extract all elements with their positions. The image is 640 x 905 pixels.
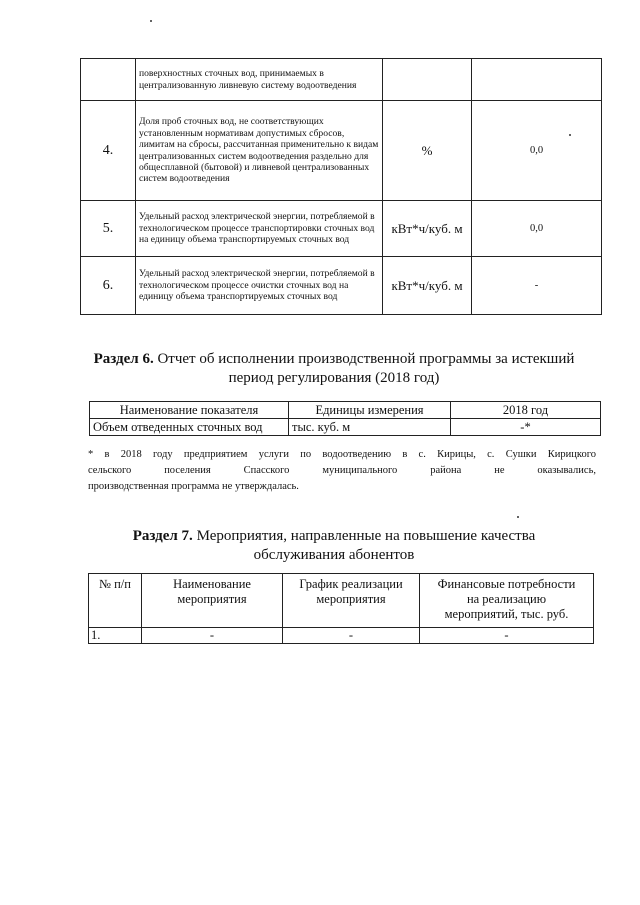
footnote-line3: производственная программа не утверждалась. xyxy=(88,481,299,492)
indicator-value: 0,0 xyxy=(472,201,602,257)
header-measure-name-line1: Наименование xyxy=(173,577,251,591)
indicator-value xyxy=(472,59,602,101)
indicator-value: - xyxy=(472,257,602,315)
row-number xyxy=(81,59,136,101)
header-measure-name-line2: мероприятия xyxy=(177,592,247,606)
measures-table xyxy=(88,573,594,644)
header-units: Единицы измерения xyxy=(289,402,451,419)
header-number-text: № п/п xyxy=(99,577,131,591)
measure-number: 1. xyxy=(89,628,142,644)
header-schedule-line2: мероприятия xyxy=(316,592,386,606)
table-row xyxy=(90,419,601,436)
indicators-table xyxy=(80,58,602,315)
header-schedule-line1: График реализации xyxy=(299,577,403,591)
table-header-row xyxy=(90,402,601,419)
footnote-line1: * в 2018 году предприятием услуги по водоотведению в с. Кирицы, с. Сушки Кирицкого xyxy=(88,449,596,460)
scan-speck xyxy=(517,516,519,518)
indicator-unit: кВт*ч/куб. м xyxy=(383,257,472,315)
indicator-description: Удельный расход электрической энергии, потребляемой в технологическом процессе транспортировки сточных вод на единицу объема транспортируемых сточных вод xyxy=(136,201,383,257)
header-financial-line3: мероприятий, тыс. руб. xyxy=(444,607,569,621)
indicator-description: Удельный расход электрической энергии, потребляемой в технологическом процессе очистки сточных вод на единицу объема транспортируемых сточных вод xyxy=(136,257,383,315)
section-6-title-line1: Отчет об исполнении производственной программы за истекший xyxy=(157,351,575,367)
footnote xyxy=(88,447,596,495)
scan-speck xyxy=(569,134,571,136)
table-row xyxy=(81,257,602,315)
row-number: 4. xyxy=(81,101,136,201)
footnote-line2: сельского поселения Спасского муниципального района не оказывались, xyxy=(88,465,596,476)
indicator-description: Доля проб сточных вод, не соответствующих установленным нормативам допустимых сбросов, лимитам на сбросы, рассчитанная применительно к видам централизованных систем водоотведения раздельно для общесплавной (бытовой) и ливневой централизованных систем водоотведения xyxy=(136,101,383,201)
scan-speck xyxy=(150,20,152,22)
indicator-units: тыс. куб. м xyxy=(289,419,451,436)
program-report-table xyxy=(89,401,601,436)
indicator-unit xyxy=(383,59,472,101)
header-number xyxy=(89,574,142,628)
indicator-name: Объем отведенных сточных вод xyxy=(90,419,289,436)
header-financial-line1: Финансовые потребности xyxy=(437,577,576,591)
row-number: 6. xyxy=(81,257,136,315)
table-row xyxy=(81,101,602,201)
measure-name: - xyxy=(142,628,283,644)
header-financial-line2: на реализацию xyxy=(466,592,547,606)
section-7-label: Раздел 7. xyxy=(132,528,193,544)
section-7-title-line2: обслуживания абонентов xyxy=(253,547,415,563)
header-indicator-name: Наименование показателя xyxy=(90,402,289,419)
header-financial-needs xyxy=(420,574,594,628)
section-6-label: Раздел 6. xyxy=(93,351,154,367)
table-row xyxy=(89,628,594,644)
row-number: 5. xyxy=(81,201,136,257)
indicator-unit: кВт*ч/куб. м xyxy=(383,201,472,257)
section-6-title-line2: период регулирования (2018 год) xyxy=(228,370,440,386)
section-7-title xyxy=(60,527,608,565)
measure-schedule: - xyxy=(283,628,420,644)
section-7-title-line1: Мероприятия, направленные на повышение качества xyxy=(196,528,536,544)
indicator-year-value: -* xyxy=(451,419,601,436)
indicator-unit: % xyxy=(383,101,472,201)
section-6-title xyxy=(60,350,608,388)
indicator-value: 0,0 xyxy=(472,101,602,201)
table-row xyxy=(81,59,602,101)
header-schedule xyxy=(283,574,420,628)
table-row xyxy=(81,201,602,257)
header-year: 2018 год xyxy=(451,402,601,419)
measure-financial-needs: - xyxy=(420,628,594,644)
indicator-description: поверхностных сточных вод, принимаемых в централизованную ливневую систему водоотведения xyxy=(136,59,383,101)
table-header-row xyxy=(89,574,594,628)
header-measure-name xyxy=(142,574,283,628)
